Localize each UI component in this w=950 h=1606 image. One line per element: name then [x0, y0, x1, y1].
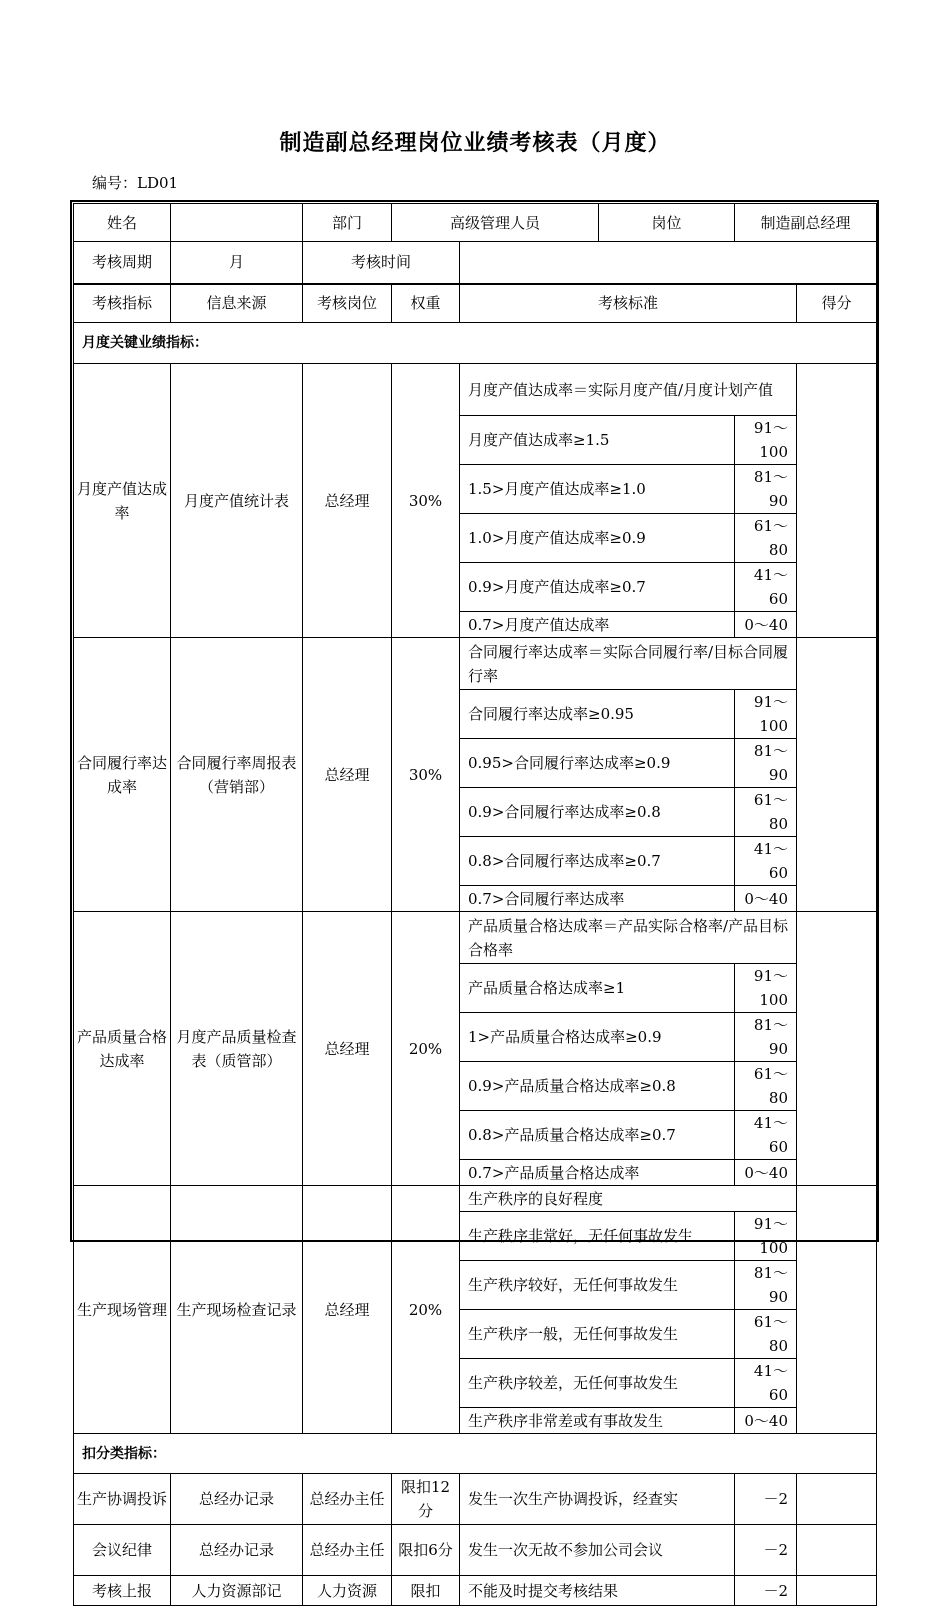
kpi-source: 月度产品质量检查表（质管部） — [171, 912, 303, 1186]
deduction-source: 总经办记录 — [171, 1474, 303, 1525]
level-condition: 生产秩序一般，无任何事故发生 — [460, 1310, 735, 1359]
section-kpi-title: 月度关键业绩指标： — [74, 323, 877, 364]
kpi-reviewer: 总经理 — [303, 912, 392, 1186]
level-condition: 生产秩序非常好，无任何事故发生 — [460, 1212, 735, 1261]
level-condition: 生产秩序非常差或有事故发生 — [460, 1408, 735, 1434]
kpi-definition: 产品质量合格达成率＝产品实际合格率/产品目标合格率 — [460, 912, 797, 964]
deduction-score-cell[interactable] — [797, 1474, 877, 1525]
deduction-limit: 限扣 — [392, 1576, 460, 1606]
level-condition: 产品质量合格达成率≥1 — [460, 964, 735, 1013]
deduction-limit: 限扣6分 — [392, 1525, 460, 1576]
kpi-name: 月度产值达成率 — [74, 364, 171, 638]
deduction-name: 会议纪律 — [74, 1525, 171, 1576]
kpi-definition: 月度产值达成率＝实际月度产值/月度计划产值 — [460, 364, 797, 416]
kpi-source: 生产现场检查记录 — [171, 1186, 303, 1434]
level-condition: 0.8>合同履行率达成率≥0.7 — [460, 837, 735, 886]
level-range: 61～80 — [735, 1062, 797, 1111]
deduction-standard: 发生一次生产协调投诉，经查实 — [460, 1474, 735, 1525]
deduction-reviewer: 人力资源 — [303, 1576, 392, 1606]
header-row — [74, 284, 877, 323]
dept-value: 高级管理人员 — [392, 204, 599, 242]
deduction-standard: 不能及时提交考核结果 — [460, 1576, 735, 1606]
deduction-row — [74, 1525, 877, 1576]
kpi-definition-row — [74, 1186, 877, 1212]
period-label: 考核周期 — [74, 242, 171, 284]
level-range: 41～60 — [735, 1359, 797, 1408]
kpi-weight: 30% — [392, 364, 460, 638]
level-condition: 0.8>产品质量合格达成率≥0.7 — [460, 1111, 735, 1160]
kpi-name: 产品质量合格达成率 — [74, 912, 171, 1186]
deduction-reviewer: 总经办主任 — [303, 1525, 392, 1576]
level-condition: 月度产值达成率≥1.5 — [460, 416, 735, 465]
level-range: 41～60 — [735, 563, 797, 612]
level-range: 0～40 — [735, 1160, 797, 1186]
header-source: 信息来源 — [171, 284, 303, 323]
deduction-row — [74, 1576, 877, 1606]
level-range: 0～40 — [735, 1408, 797, 1434]
name-label: 姓名 — [74, 204, 171, 242]
kpi-source: 合同履行率周报表（营销部） — [171, 638, 303, 912]
kpi-definition: 合同履行率达成率＝实际合同履行率/目标合同履行率 — [460, 638, 797, 690]
deduction-limit: 限扣12分 — [392, 1474, 460, 1525]
deduction-points: －2 — [735, 1525, 797, 1576]
deduction-source: 人力资源部记 — [171, 1576, 303, 1606]
deduction-name: 考核上报 — [74, 1576, 171, 1606]
level-condition: 0.9>产品质量合格达成率≥0.8 — [460, 1062, 735, 1111]
level-condition: 1.5>月度产值达成率≥1.0 — [460, 465, 735, 514]
level-range: 91～100 — [735, 1212, 797, 1261]
deduction-row — [74, 1474, 877, 1525]
time-field[interactable] — [460, 242, 877, 284]
deduction-reviewer: 总经办主任 — [303, 1474, 392, 1525]
level-condition: 0.9>合同履行率达成率≥0.8 — [460, 788, 735, 837]
deduction-source: 总经办记录 — [171, 1525, 303, 1576]
level-range: 41～60 — [735, 837, 797, 886]
section-kpi-row — [74, 323, 877, 364]
level-range: 91～100 — [735, 690, 797, 739]
post-value: 制造副总经理 — [735, 204, 877, 242]
kpi-definition-row — [74, 912, 877, 964]
kpi-definition: 生产秩序的良好程度 — [460, 1186, 797, 1212]
page-title: 制造副总经理岗位业绩考核表（月度） — [279, 130, 671, 156]
deduction-name: 生产协调投诉 — [74, 1474, 171, 1525]
level-condition: 生产秩序较差，无任何事故发生 — [460, 1359, 735, 1408]
level-condition: 1>产品质量合格达成率≥0.9 — [460, 1013, 735, 1062]
period-value: 月 — [171, 242, 303, 284]
kpi-weight: 20% — [392, 912, 460, 1186]
header-indicator: 考核指标 — [74, 284, 171, 323]
level-condition: 0.7>月度产值达成率 — [460, 612, 735, 638]
kpi-name: 合同履行率达成率 — [74, 638, 171, 912]
section-deduct-row — [74, 1434, 877, 1474]
kpi-weight: 20% — [392, 1186, 460, 1434]
kpi-weight: 30% — [392, 638, 460, 912]
level-range: 61～80 — [735, 514, 797, 563]
time-label: 考核时间 — [303, 242, 460, 284]
header-reviewer: 考核岗位 — [303, 284, 392, 323]
kpi-name: 生产现场管理 — [74, 1186, 171, 1434]
kpi-definition-row — [74, 638, 877, 690]
level-condition: 1.0>月度产值达成率≥0.9 — [460, 514, 735, 563]
level-range: 81～90 — [735, 1013, 797, 1062]
level-range: 81～90 — [735, 739, 797, 788]
header-standard: 考核标准 — [460, 284, 797, 323]
level-range: 91～100 — [735, 416, 797, 465]
name-field[interactable] — [171, 204, 303, 242]
kpi-source: 月度产值统计表 — [171, 364, 303, 638]
level-condition: 0.7>合同履行率达成率 — [460, 886, 735, 912]
info-row-1 — [74, 204, 877, 242]
deduction-score-cell[interactable] — [797, 1525, 877, 1576]
kpi-reviewer: 总经理 — [303, 638, 392, 912]
header-score: 得分 — [797, 284, 877, 323]
level-range: 81～90 — [735, 1261, 797, 1310]
kpi-score-cell[interactable] — [797, 638, 877, 912]
kpi-definition-row — [74, 364, 877, 416]
level-condition: 0.95>合同履行率达成率≥0.9 — [460, 739, 735, 788]
info-row-2 — [74, 242, 877, 284]
level-range: 91～100 — [735, 964, 797, 1013]
section-deduct-title: 扣分类指标： — [74, 1434, 877, 1474]
level-condition: 合同履行率达成率≥0.95 — [460, 690, 735, 739]
deduction-score-cell[interactable] — [797, 1576, 877, 1606]
deduction-standard: 发生一次无故不参加公司会议 — [460, 1525, 735, 1576]
kpi-reviewer: 总经理 — [303, 364, 392, 638]
dept-label: 部门 — [303, 204, 392, 242]
post-label: 岗位 — [599, 204, 735, 242]
level-range: 81～90 — [735, 465, 797, 514]
level-condition: 生产秩序较好，无任何事故发生 — [460, 1261, 735, 1310]
level-range: 61～80 — [735, 1310, 797, 1359]
level-condition: 0.9>月度产值达成率≥0.7 — [460, 563, 735, 612]
form-code: 编号：LD01 — [92, 174, 179, 192]
deduction-points: －2 — [735, 1576, 797, 1606]
level-range: 61～80 — [735, 788, 797, 837]
kpi-score-cell[interactable] — [797, 912, 877, 1186]
kpi-reviewer: 总经理 — [303, 1186, 392, 1434]
level-range: 0～40 — [735, 886, 797, 912]
level-range: 41～60 — [735, 1111, 797, 1160]
level-range: 0～40 — [735, 612, 797, 638]
level-condition: 0.7>产品质量合格达成率 — [460, 1160, 735, 1186]
kpi-score-cell[interactable] — [797, 1186, 877, 1434]
kpi-score-cell[interactable] — [797, 364, 877, 638]
deduction-points: －2 — [735, 1474, 797, 1525]
appraisal-table — [73, 203, 877, 1606]
header-weight: 权重 — [392, 284, 460, 323]
